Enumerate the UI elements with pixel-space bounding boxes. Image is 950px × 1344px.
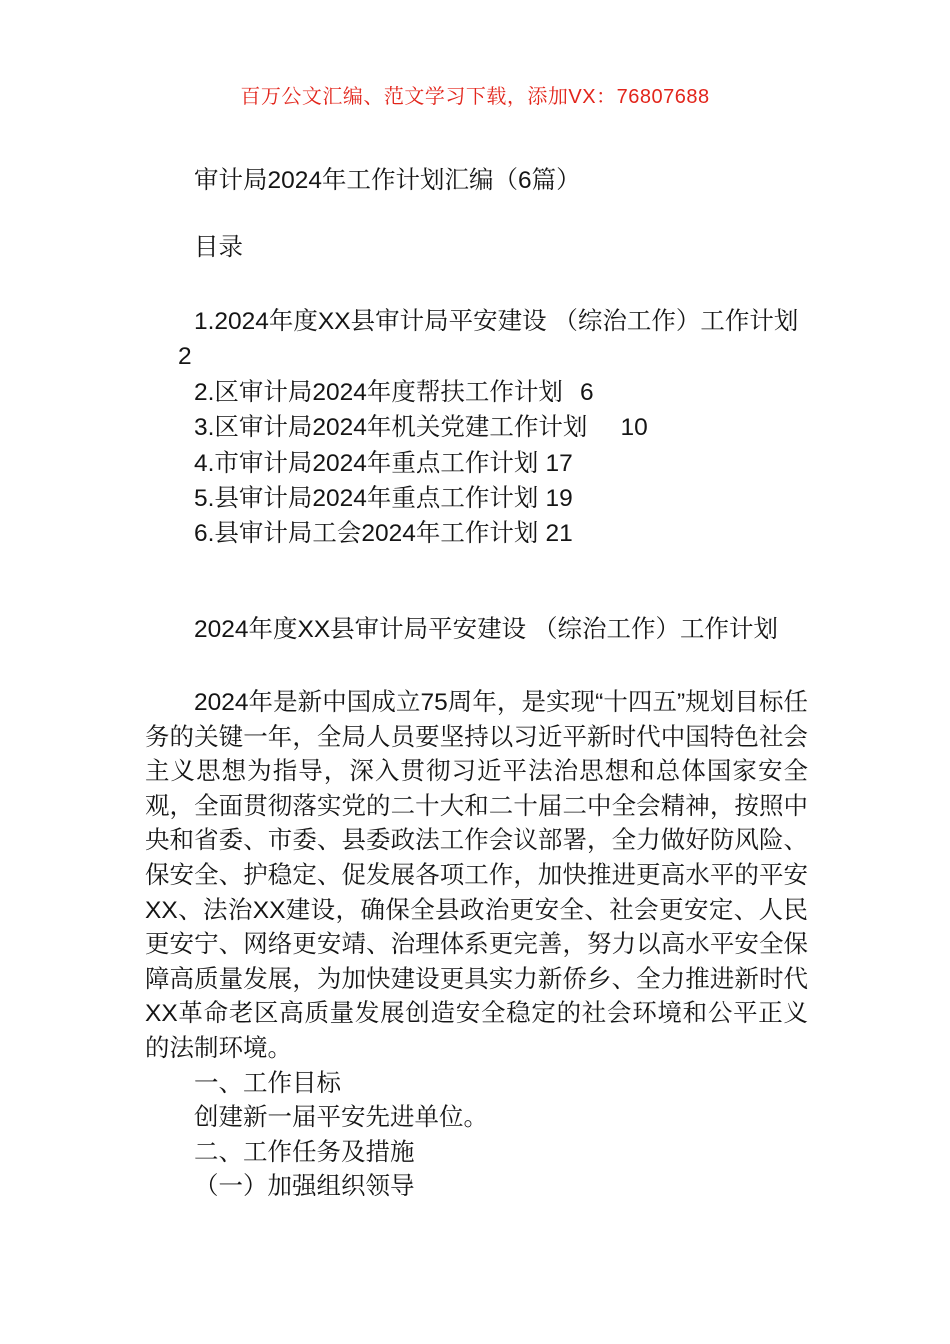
toc-item-text: 6.县审计局工会2024年工作计划 — [194, 520, 539, 548]
section-body — [145, 686, 808, 1205]
section-heading: 2024年度XX县审计局平安建设 （综治工作）工作计划 — [194, 616, 778, 643]
toc-item-page: 6 — [579, 378, 594, 406]
body-paragraph: 2024年是新中国成立75周年，是实现“十四五”规划目标任务的关键一年，全局人员要坚持以习近平新时代中国特色社会主义思想为指导，深入贯彻习近平法治思想和总体国家安全观，全面贯彻落实党的二十大和二十届二中全会精神，按照中央和省委、市委、县委政法工作会议部署，全力做好防风险、保安全、护稳定、促发展各项工作，加快推进更高水平的平安XX、法治XX建设，确保全县政治更安全、社会更安定、人民更安宁、网络更安靖、治理体系更完善，努力以高水平安全保障高质量发展，为加快建设更具实力新侨乡、全力推进新时代XX革命老区高质量发展创造安全稳定的社会环境和公平正义的法制环境。 — [145, 689, 808, 1062]
toc-item-text: 3.区审计局2024年机关党建工作计划 — [194, 414, 588, 442]
toc-item-page: 2 — [178, 343, 192, 371]
doc-title: 审计局2024年工作计划汇编（6篇） — [194, 167, 581, 194]
promo-notice: 百万公文汇编、范文学习下载，添加VX：76807688 — [240, 86, 710, 108]
toc-item — [145, 516, 808, 551]
toc-item-page: 17 — [545, 449, 573, 477]
toc-item-text: 1.2024年度XX县审计局平安建设 （综治工作）工作计划 — [194, 308, 799, 335]
toc-item-text: 4.市审计局2024年重点工作计划 — [194, 449, 539, 477]
toc-label: 目录 — [194, 234, 243, 261]
subheading-strengthen-leadership: （一）加强组织领导 — [194, 1173, 415, 1201]
toc-list — [145, 304, 808, 552]
toc-item — [145, 375, 808, 410]
toc-item-page: 10 — [620, 414, 648, 442]
toc-item-text: 2.区审计局2024年度帮扶工作计划 — [194, 378, 563, 406]
toc-item-page: 21 — [545, 520, 573, 548]
body-line-goal: 创建新一届平安先进单位。 — [194, 1104, 488, 1132]
subheading-work-tasks: 二、工作任务及措施 — [194, 1138, 415, 1166]
toc-item — [145, 481, 808, 516]
toc-item — [145, 446, 808, 481]
toc-item-text: 5.县审计局2024年重点工作计划 — [194, 485, 539, 513]
subheading-work-goal: 一、工作目标 — [194, 1069, 341, 1097]
toc-item — [145, 304, 808, 375]
toc-item — [145, 410, 808, 445]
toc-item-page: 19 — [545, 485, 573, 513]
